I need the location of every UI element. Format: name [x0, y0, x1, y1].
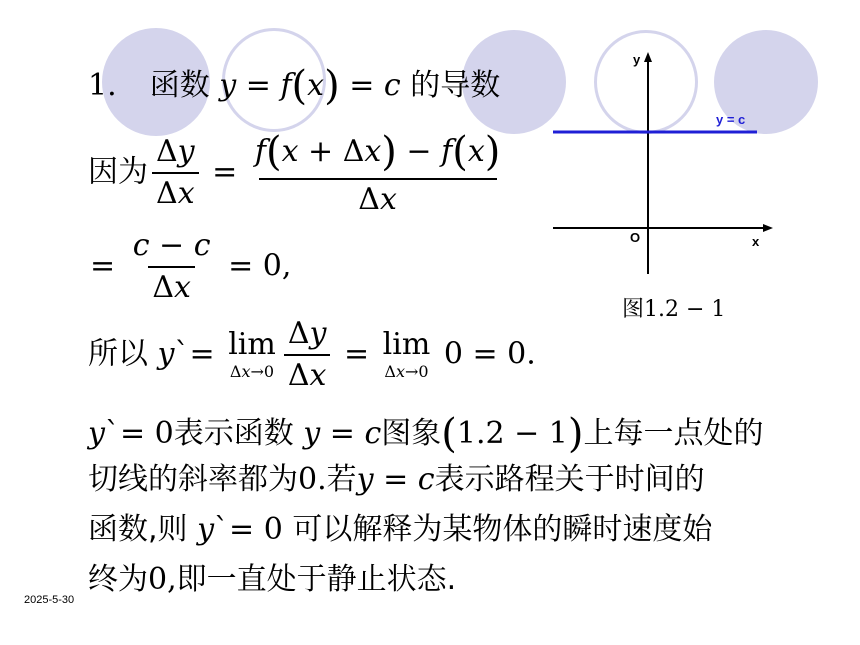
para-text-2: 图象 [381, 416, 442, 451]
para-line2b: 0. [298, 462, 327, 497]
para-line4b: 0, [148, 562, 177, 597]
origin-label: O [630, 230, 641, 245]
heading-number: 1. [88, 68, 117, 103]
para-line2a: 切线的斜率都为 [88, 462, 298, 497]
paragraph-line-2: 切线的斜率都为0.若y = c表示路程关于时间的 [88, 462, 705, 497]
delta-fraction: $\frac{\Delta y}{\Delta x}$ [152, 134, 199, 212]
heading: 1. 函数 y = f(x) = c 的导数 [88, 63, 501, 109]
para-line4c: 即一直处于静止状态. [176, 562, 457, 597]
paragraph-line-1: y`= 0表示函数 y = c图象(1.2 − 1)上每一点处的 [88, 411, 764, 457]
x-axis-label: x [752, 234, 760, 249]
para-line2d: 表示路程关于时间的 [434, 462, 705, 497]
para-ref: 1.2 − 1 [456, 416, 568, 451]
para-line4a: 终为 [88, 562, 148, 597]
caption-pre: 图 [622, 297, 645, 322]
x-axis-arrow [763, 224, 773, 232]
para-line3b: 可以解释为某物体的瞬时速度始 [292, 512, 713, 547]
paragraph-line-4 [88, 562, 456, 598]
limit-1: lim Δx→0 [228, 327, 276, 381]
heading-formula: y [219, 68, 237, 103]
paragraph-line-3: 函数,则 y`= 0 可以解释为某物体的瞬时速度始 [88, 512, 713, 547]
caption-num: 1.2 − 1 [644, 297, 726, 322]
limit-2: lim Δx→0 [382, 327, 431, 381]
para-line2c: 若 [326, 462, 357, 497]
para-line3a: 函数,则 [88, 512, 188, 547]
para-text-1: 表示函数 [173, 416, 294, 451]
para-text-3: 上每一点处的 [583, 416, 764, 451]
slide-date: 2025-5-30 [24, 594, 75, 606]
figure-caption [622, 292, 725, 323]
heading-pre: 函数 [149, 68, 210, 103]
figure-graph [545, 46, 785, 286]
c-minus-c-fraction: $\frac{c - c}{\Delta x}$ [132, 228, 211, 305]
limit-line: 所以 y`= lim Δx→0 $\frac{\Delta y}{\Delta x}$ = lim Δx→0 0 = 0. [88, 316, 536, 393]
equals-zero-line: = $\frac{c - c}{\Delta x}$ = 0, [90, 228, 292, 305]
heading-post: 的导数 [410, 68, 501, 103]
y-axis-label: y [633, 52, 641, 67]
because-line: 因为 $\frac{\Delta y}{\Delta x}$ = $\frac{f(x + \Delta x) - f(x)}{\Delta x}$ [88, 128, 508, 218]
difference-quotient: $\frac{f(x + \Delta x) - f(x)}{\Delta x}$ [254, 129, 501, 217]
line-label: y = c [716, 112, 746, 127]
y-axis-arrow [644, 52, 652, 62]
so-label: 所以 [88, 336, 148, 372]
because-label: 因为 [88, 154, 148, 190]
